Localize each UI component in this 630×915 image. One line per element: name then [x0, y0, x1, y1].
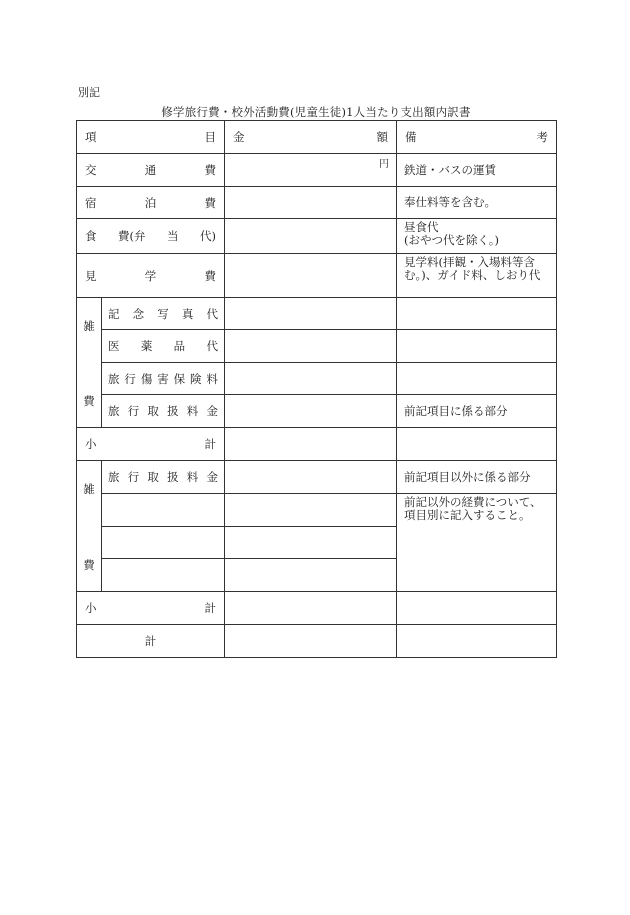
breakdown-table	[76, 120, 557, 658]
label-char: 通	[144, 163, 157, 177]
label-char: 宿	[85, 195, 97, 210]
header-amount-char: 金	[233, 130, 245, 144]
header-item-char: 項	[85, 130, 97, 144]
label-char: 食	[85, 229, 97, 243]
misc2-blank-label[interactable]	[102, 494, 225, 527]
row-visit-amount[interactable]	[225, 254, 397, 298]
row-lodging-label	[77, 187, 225, 219]
label-char: 学	[144, 268, 157, 283]
subtotal-2-note	[397, 592, 557, 625]
label-char: 見	[85, 268, 97, 283]
misc1-row-note	[397, 330, 557, 363]
label-char: 真	[181, 306, 194, 321]
misc2-blank-amount[interactable]	[225, 559, 397, 592]
label-char: 扱	[167, 404, 179, 418]
label-char: 小	[85, 601, 97, 615]
label-char: 記	[108, 306, 120, 321]
misc-label-char: 費	[83, 394, 95, 408]
header-item-char: 目	[204, 130, 216, 144]
label-char: 薬	[140, 339, 153, 353]
row-meal-note	[397, 219, 557, 254]
label-char: 費	[204, 163, 216, 177]
label-char: 害	[157, 371, 169, 386]
row-transport-note: 鉄道・バスの運賃	[397, 154, 557, 187]
label-char: 代)	[200, 229, 216, 243]
subtotal-1-label	[77, 428, 225, 461]
label-char: 品	[173, 339, 186, 353]
label-char: 保	[173, 371, 186, 386]
misc1-row-amount[interactable]	[225, 395, 397, 428]
misc1-row-note	[397, 363, 557, 395]
header-remarks-char: 考	[536, 130, 548, 144]
label-char: 医	[108, 339, 120, 353]
label-char: 交	[85, 163, 97, 177]
misc1-row-amount[interactable]	[225, 330, 397, 363]
label-char: 旅	[108, 404, 120, 418]
misc-label-char: 雑	[83, 319, 95, 333]
label-char: 費	[204, 268, 216, 283]
subtotal-2-amount[interactable]	[225, 592, 397, 625]
misc2-blank-note: 前記以外の経費について、項目別に記入すること。	[397, 494, 557, 592]
label-char: 計	[204, 437, 216, 451]
misc2-blank-label[interactable]	[102, 559, 225, 592]
misc1-row-label	[102, 363, 225, 395]
label-char: 取	[147, 404, 159, 418]
label-char: 代	[206, 339, 218, 353]
misc-label-char: 費	[83, 558, 95, 572]
misc-label-1	[77, 298, 102, 428]
subtotal-2-label	[77, 592, 225, 625]
misc1-row-amount[interactable]	[225, 363, 397, 395]
meal-note-line: (おやつ代を除く。)	[404, 233, 499, 247]
misc2-blank-amount[interactable]	[225, 527, 397, 559]
label-char: 行	[124, 371, 136, 386]
row-visit-label	[77, 254, 225, 298]
label-char: 当	[167, 229, 179, 243]
misc2-row-amount[interactable]	[225, 461, 397, 494]
label-char: 料	[206, 371, 218, 386]
misc2-row-label	[102, 461, 225, 494]
header-remarks-char: 備	[405, 130, 417, 144]
yen-unit: 円	[379, 159, 389, 170]
label-char: 扱	[167, 470, 179, 484]
total-label	[77, 625, 225, 658]
label-char: 料	[186, 404, 199, 418]
row-meal-label	[77, 219, 225, 254]
row-lodging-note: 奉仕料等を含む。	[397, 187, 557, 219]
misc-label-2	[77, 461, 102, 592]
misc2-row-note: 前記項目以外に係る部分	[397, 461, 557, 494]
label-char: 行	[127, 470, 140, 484]
misc1-row-amount[interactable]	[225, 298, 397, 330]
document-tag: 別記	[78, 86, 100, 99]
misc-label-char: 雑	[83, 482, 95, 496]
misc1-row-note: 前記項目に係る部分	[397, 395, 557, 428]
label-char: 旅	[108, 470, 120, 484]
misc1-row-note	[397, 298, 557, 330]
subtotal-1-note	[397, 428, 557, 461]
total-amount[interactable]	[225, 625, 397, 658]
label-char: 金	[206, 404, 218, 418]
meal-note-line: 昼食代	[404, 220, 439, 234]
label-char: 傷	[140, 371, 153, 386]
document-title: 修学旅行費・校外活動費(児童生徒)1人当たり支出額内訳書	[161, 105, 471, 119]
label-char: 料	[186, 470, 199, 484]
row-meal-amount[interactable]	[225, 219, 397, 254]
label-char: 小	[85, 437, 97, 451]
label-char: 険	[190, 371, 202, 386]
label-char: 金	[206, 470, 218, 484]
label-char: 取	[147, 470, 159, 484]
header-amount	[225, 121, 397, 154]
header-amount-char: 額	[376, 130, 388, 144]
label-char: 旅	[108, 371, 120, 386]
total-char: 計	[144, 634, 157, 648]
misc2-blank-amount[interactable]	[225, 494, 397, 527]
label-char: 写	[157, 306, 169, 321]
label-char: 行	[127, 404, 140, 418]
misc2-blank-label[interactable]	[102, 527, 225, 559]
row-transport-label	[77, 154, 225, 187]
row-transport-amount[interactable]	[225, 154, 397, 187]
row-lodging-amount[interactable]	[225, 187, 397, 219]
label-char: 代	[206, 306, 218, 321]
total-note	[397, 625, 557, 658]
subtotal-1-amount[interactable]	[225, 428, 397, 461]
misc1-row-label	[102, 330, 225, 363]
label-char: 費(弁	[118, 229, 146, 243]
label-char: 念	[132, 306, 145, 321]
label-char: 費	[204, 195, 216, 210]
row-visit-note: 見学料(拝観・入場料等含む。)、ガイド料、しおり代	[397, 254, 557, 298]
label-char: 泊	[144, 195, 157, 210]
header-remarks	[397, 121, 557, 154]
misc1-row-label	[102, 298, 225, 330]
misc1-row-label	[102, 395, 225, 428]
label-char: 計	[204, 601, 216, 615]
header-item	[77, 121, 225, 154]
